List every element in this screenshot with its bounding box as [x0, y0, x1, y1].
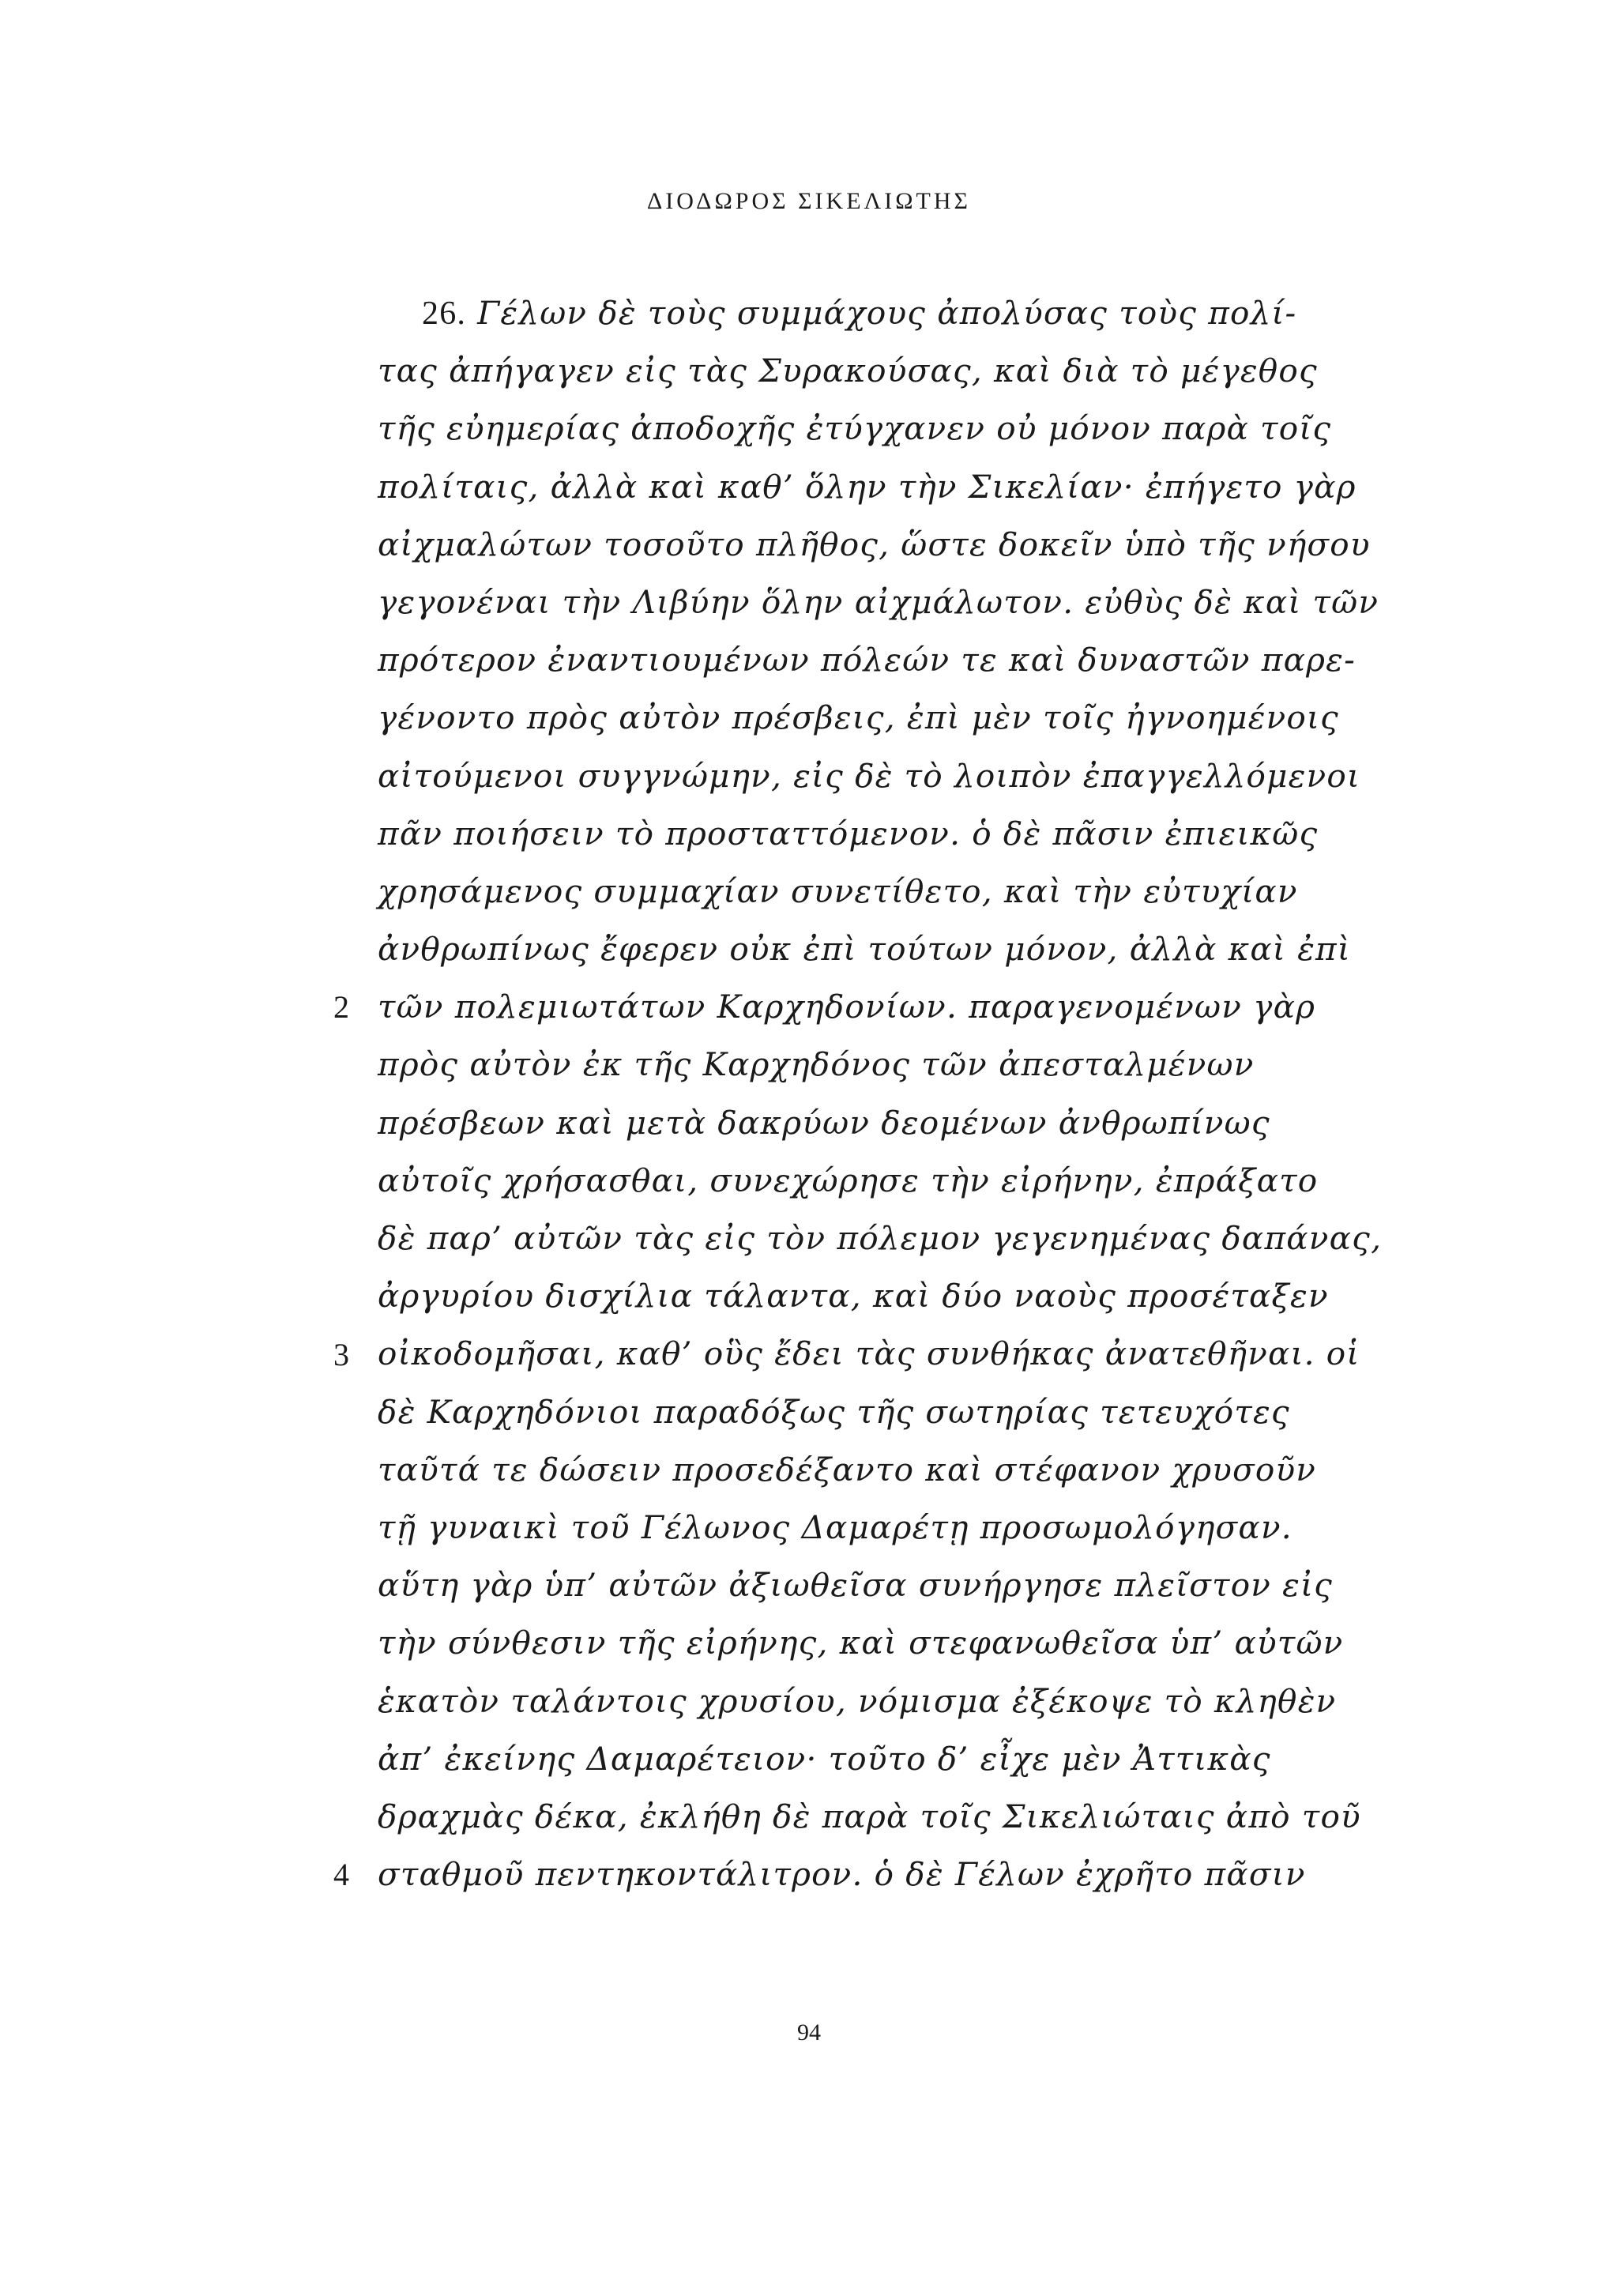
- text-line: χρησάμενος συμμαχίαν συνετίθετο, καὶ τὴν εὐτυχίαν: [378, 871, 1298, 910]
- line-text: Γέλων δὲ τοὺς συμμάχους ἀπολύσας τοὺς πολί-: [477, 294, 1297, 332]
- text-line: ἀπ’ ἐκείνης Δαμαρέτειον· τοῦτο δ’ εἶχε μὲν Ἀττικὰς: [378, 1739, 1271, 1778]
- text-line: σταθμοῦ πεντηκοντάλιτρον. ὁ δὲ Γέλων ἐχρῆτο πᾶσιν: [378, 1855, 1306, 1894]
- text-line: πρὸς αὐτὸν ἐκ τῆς Καρχηδόνος τῶν ἀπεσταλμένων: [378, 1045, 1255, 1084]
- text-line: αἰτούμενοι συγγνώμην, εἰς δὲ τὸ λοιπὸν ἐπαγγελλόμενοι: [378, 756, 1361, 795]
- section-number: 4: [333, 1857, 349, 1893]
- page-number: 94: [797, 2019, 821, 2046]
- text-line: ἀνθρωπίνως ἔφερεν οὐκ ἐπὶ τούτων μόνον, ἀλλὰ καὶ ἐπὶ: [378, 930, 1351, 969]
- text-line: τας ἀπήγαγεν εἰς τὰς Συρακούσας, καὶ διὰ τὸ μέγεθος: [378, 352, 1318, 390]
- text-line: τῇ γυναικὶ τοῦ Γέλωνος Δαμαρέτῃ προσωμολόγησαν.: [378, 1507, 1293, 1546]
- text-line: ἀργυρίου δισχίλια τάλαντα, καὶ δύο ναοὺς προσέταξεν: [378, 1277, 1329, 1315]
- text-line: αἰχμαλώτων τοσοῦτο πλῆθος, ὥστε δοκεῖν ὑπὸ τῆς νήσου: [378, 525, 1371, 563]
- text-line: πᾶν ποιήσειν τὸ προσταττόμενον. ὁ δὲ πᾶσιν ἐπιεικῶς: [378, 814, 1319, 853]
- text-line: γένοντο πρὸς αὐτὸν πρέσβεις, ἐπὶ μὲν τοῖς ἠγνοημένοις: [378, 698, 1339, 737]
- text-line: αὕτη γὰρ ὑπ’ αὐτῶν ἀξιωθεῖσα συνήργησε πλεῖστον εἰς: [378, 1566, 1334, 1605]
- text-line: πρότερον ἐναντιουμένων πόλεών τε καὶ δυναστῶν παρε-: [378, 641, 1356, 679]
- text-line: δὲ Καρχηδόνιοι παραδόξως τῆς σωτηρίας τετευχότες: [378, 1392, 1290, 1431]
- text-line: πρέσβεων καὶ μετὰ δακρύων δεομένων ἀνθρωπίνως: [378, 1103, 1270, 1142]
- text-line: δραχμὰς δέκα, ἐκλήθη δὲ παρὰ τοῖς Σικελιώταις ἀπὸ τοῦ: [378, 1797, 1361, 1835]
- text-line: ἑκατὸν ταλάντοις χρυσίου, νόμισμα ἐξέκοψε τὸ κληθὲν: [378, 1681, 1337, 1720]
- text-line: αὐτοῖς χρήσασθαι, συνεχώρησε τὴν εἰρήνην, ἐπράξατο: [378, 1161, 1319, 1199]
- running-head: ΔΙΟΔΩΡΟΣ ΣΙΚΕΛΙΩΤΗΣ: [646, 188, 972, 214]
- text-line: τῶν πολεμιωτάτων Καρχηδονίων. παραγενομένων γὰρ: [378, 988, 1316, 1026]
- section-number: 2: [333, 989, 349, 1026]
- text-line: πολίταις, ἀλλὰ καὶ καθ’ ὅλην τὴν Σικελίαν· ἐπήγετο γὰρ: [378, 467, 1356, 506]
- text-line: δὲ παρ’ αὐτῶν τὰς εἰς τὸν πόλεμον γεγενημένας δαπάνας,: [378, 1219, 1383, 1257]
- text-line: [378, 284, 1296, 342]
- text-line: ταῦτά τε δώσειν προσεδέξαντο καὶ στέφανον χρυσοῦν: [378, 1450, 1317, 1489]
- text-line: γεγονέναι τὴν Λιβύην ὅλην αἰχμάλωτον. εὐθὺς δὲ καὶ τῶν: [378, 582, 1379, 621]
- section-number: 3: [333, 1336, 349, 1372]
- chapter-number: 26.: [422, 295, 467, 332]
- text-line: τὴν σύνθεσιν τῆς εἰρήνης, καὶ στεφανωθεῖσα ὑπ’ αὐτῶν: [378, 1624, 1344, 1662]
- text-block: [378, 284, 1383, 1903]
- text-line: τῆς εὐημερίας ἀποδοχῆς ἐτύγχανεν οὐ μόνον παρὰ τοῖς: [378, 409, 1332, 448]
- text-line: οἰκοδομῆσαι, καθ’ οὓς ἔδει τὰς συνθήκας ἀνατεθῆναι. οἱ: [378, 1334, 1360, 1373]
